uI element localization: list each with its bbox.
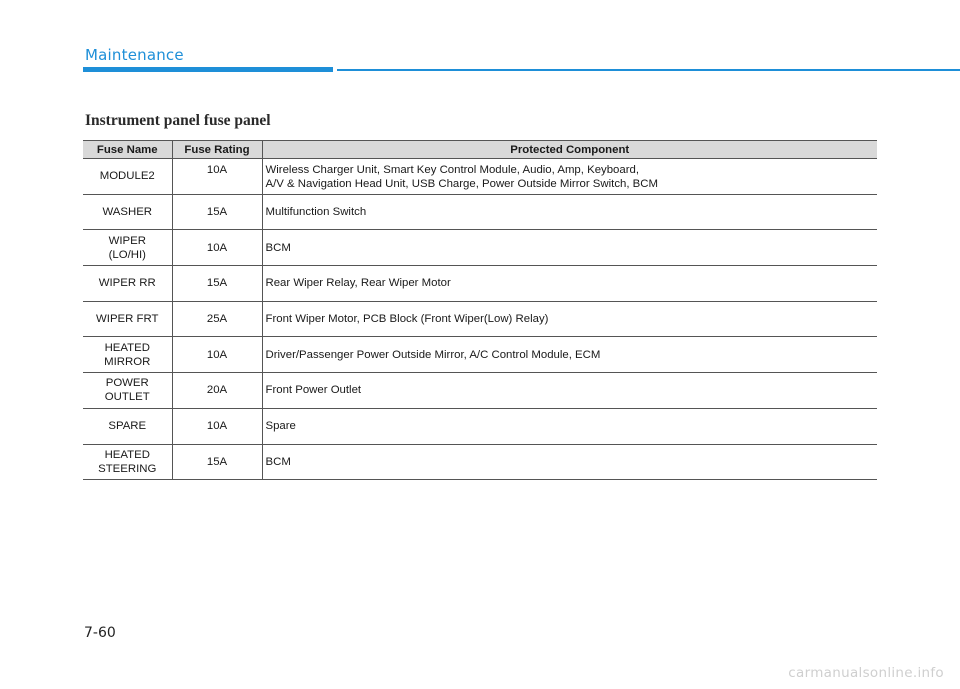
column-header-protected-component: Protected Component xyxy=(262,141,877,159)
header-rule-thin xyxy=(337,69,960,71)
fuse-name-cell: HEATED MIRROR xyxy=(83,337,172,373)
fuse-name-cell: SPARE xyxy=(83,408,172,444)
protected-component-cell: Multifunction Switch xyxy=(262,194,877,230)
table-row xyxy=(83,444,877,480)
fuse-rating-cell: 15A xyxy=(172,444,262,480)
fuse-rating-cell: 10A xyxy=(172,337,262,373)
header-rule-thick xyxy=(83,67,333,72)
protected-component-cell: Front Power Outlet xyxy=(262,373,877,409)
table-row xyxy=(83,194,877,230)
fuse-rating-cell: 25A xyxy=(172,301,262,337)
fuse-name-cell: HEATED STEERING xyxy=(83,444,172,480)
column-header-fuse-rating: Fuse Rating xyxy=(172,141,262,159)
protected-component-cell: Driver/Passenger Power Outside Mirror, A/C Control Module, ECM xyxy=(262,337,877,373)
table-row xyxy=(83,159,877,195)
page-number: 7-60 xyxy=(84,625,116,641)
fuse-name-cell: WASHER xyxy=(83,194,172,230)
table-row xyxy=(83,230,877,266)
fuse-name-cell: WIPER RR xyxy=(83,266,172,302)
column-header-fuse-name: Fuse Name xyxy=(83,141,172,159)
fuse-rating-cell: 10A xyxy=(172,408,262,444)
fuse-rating-cell: 10A xyxy=(172,230,262,266)
fuse-name-cell: POWER OUTLET xyxy=(83,373,172,409)
fuse-name-cell: WIPER FRT xyxy=(83,301,172,337)
fuse-rating-cell: 15A xyxy=(172,194,262,230)
protected-component-cell: Front Wiper Motor, PCB Block (Front Wiper(Low) Relay) xyxy=(262,301,877,337)
table-row xyxy=(83,266,877,302)
fuse-rating-cell: 10A xyxy=(172,159,262,195)
table-row xyxy=(83,408,877,444)
protected-component-cell: Spare xyxy=(262,408,877,444)
table-row xyxy=(83,373,877,409)
watermark: carmanualsonline.info xyxy=(788,665,944,681)
table-header-row xyxy=(83,141,877,159)
fuse-name-cell: MODULE2 xyxy=(83,159,172,195)
protected-component-cell: Wireless Charger Unit, Smart Key Control Module, Audio, Amp, Keyboard, A/V & Navigation Head Unit, USB Charge, Power Outside Mirror Switch, BCM xyxy=(262,159,877,195)
fuse-table xyxy=(83,140,877,480)
table-row xyxy=(83,337,877,373)
fuse-rating-cell: 20A xyxy=(172,373,262,409)
fuse-name-cell: WIPER (LO/HI) xyxy=(83,230,172,266)
section-header: Maintenance xyxy=(85,46,184,64)
table-row xyxy=(83,301,877,337)
page-title: Instrument panel fuse panel xyxy=(85,112,271,129)
protected-component-cell: BCM xyxy=(262,444,877,480)
protected-component-cell: BCM xyxy=(262,230,877,266)
protected-component-cell: Rear Wiper Relay, Rear Wiper Motor xyxy=(262,266,877,302)
fuse-rating-cell: 15A xyxy=(172,266,262,302)
